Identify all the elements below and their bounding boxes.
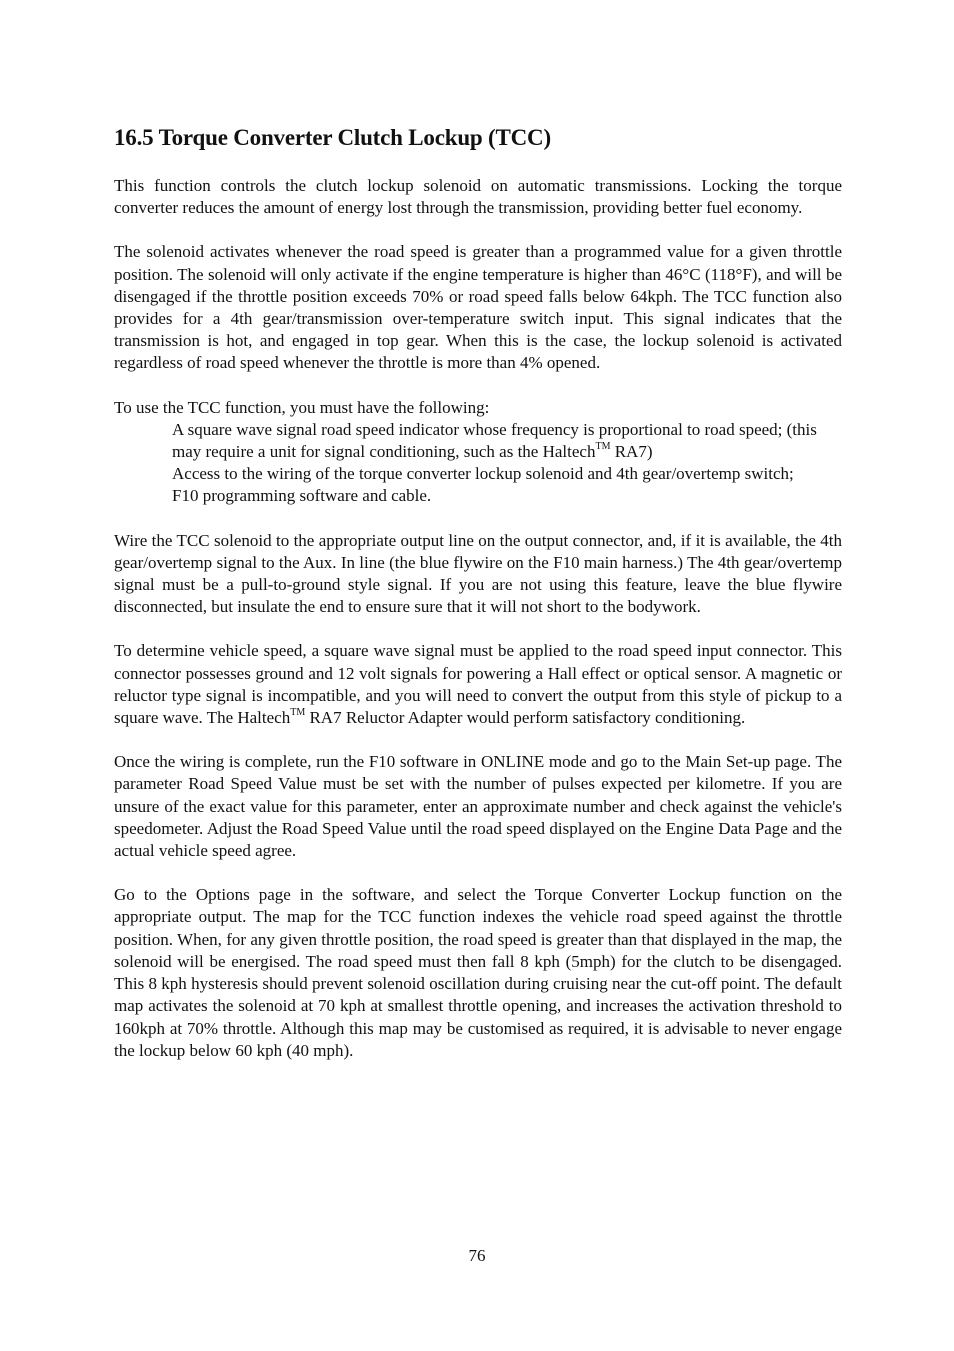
- paragraph-wiring: Wire the TCC solenoid to the appropriate output line on the output connector, and, if it is available, the 4th gear/overtemp signal to the Aux. In line (the blue flywire on the F10 main harness.) The 4th gear/overtemp signal must be a pull-to-ground style signal. If you are not using this feature, leave the blue flywire disconnected, but insulate the end to ensure sure that it will not short to the bodywork.: [114, 530, 842, 617]
- section-heading: 16.5 Torque Converter Clutch Lockup (TCC): [114, 125, 551, 150]
- paragraph-activation: The solenoid activates whenever the road speed is greater than a programmed value for a given throttle position. The solenoid will only activate if the engine temperature is higher than 46°C (118°F), and will be disengaged if the throttle position exceeds 70% or road speed falls below 64kph. The TCC function also provides for a 4th gear/transmission over-temperature switch input. This signal indicates that the transmission is hot, and engaged in top gear. When this is the case, the lockup solenoid is activated regardless of road speed whenever the throttle is more than 4% opened.: [114, 242, 842, 373]
- paragraph-options: Go to the Options page in the software, and select the Torque Converter Lockup function on the appropriate output. The map for the TCC function indexes the vehicle road speed against the throttle position. When, for any given throttle position, the road speed is greater than that displayed in the map, the solenoid will be energised. The road speed must then fall 8 kph (5mph) for the clutch to be disengaged. This 8 kph hysteresis should prevent solenoid oscillation during cruising near the cut-off point. The default map activates the solenoid at 70 kph at smallest throttle opening, and increases the activation threshold to 160kph at 70% throttle. Although this map may be customised as required, it is advisable to never engage the lockup below 60 kph (40 mph).: [114, 885, 842, 1060]
- page-number: 76: [468, 1246, 486, 1265]
- document-page: [114, 122, 842, 1084]
- requirements-intro: To use the TCC function, you must have the following:: [114, 397, 490, 417]
- paragraph-intro: This function controls the clutch lockup solenoid on automatic transmissions. Locking the torque converter reduces the amount of energy lost through the transmission, providing better fuel economy.: [114, 176, 842, 218]
- requirement-item: Access to the wiring of the torque converter lockup solenoid and 4th gear/overtemp switch;: [172, 464, 794, 484]
- requirements-list: [114, 419, 842, 508]
- trademark-mark: TM: [290, 707, 306, 719]
- paragraph-vehicle-speed: To determine vehicle speed, a square wave signal must be applied to the road speed input connector. This connector possesses ground and 12 volt signals for powering a Hall effect or optical sensor. A magnetic or reluctor type signal is incompatible, and you will need to convert the output from this style of pickup to a square wave. The Haltech™ RA7 Reluctor Adapter would perform satisfactory conditioning.: [114, 641, 842, 728]
- requirement-item: F10 programming software and cable.: [172, 486, 432, 506]
- trademark-mark: TM: [595, 441, 611, 453]
- requirement-item: A square wave signal road speed indicator whose frequency is proportional to road speed; (this may require a unit for signal conditioning, such as the Haltech™ RA7): [172, 419, 817, 462]
- paragraph-setup: Once the wiring is complete, run the F10 software in ONLINE mode and go to the Main Set-up page. The parameter Road Speed Value must be set with the number of pulses expected per kilometre. If you are unsure of the exact value for this parameter, enter an approximate number and check against the vehicle's speedometer. Adjust the Road Speed Value until the road speed displayed on the Engine Data Page and the actual vehicle speed agree.: [114, 752, 842, 861]
